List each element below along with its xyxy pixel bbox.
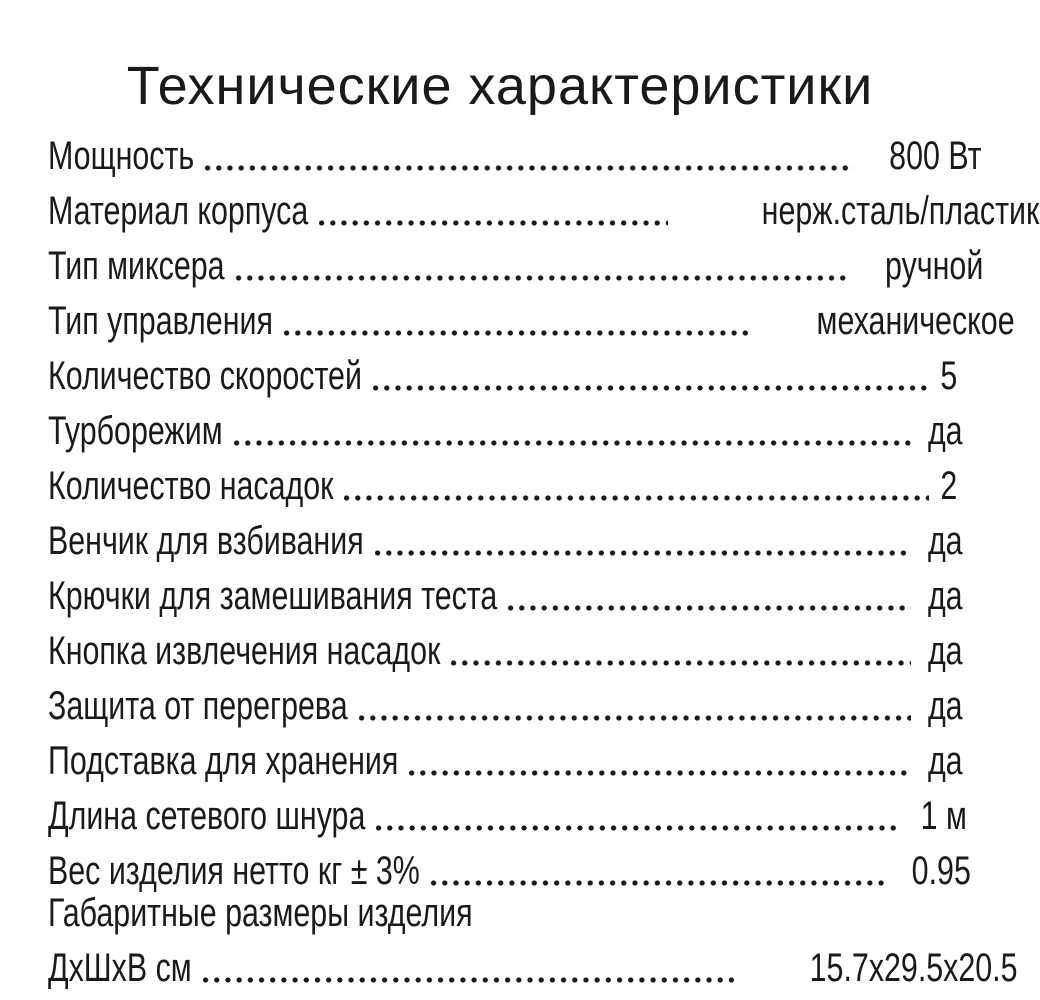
spec-value: 1 м	[920, 794, 967, 838]
spec-row-body-material	[48, 183, 1040, 239]
spec-row-whisk	[48, 513, 963, 569]
dot-leader	[281, 329, 748, 337]
spec-label: Венчик для взбивания	[48, 519, 364, 563]
dot-leader	[341, 494, 929, 502]
spec-value: ручной	[884, 244, 984, 288]
spec-value: 800 Вт	[888, 134, 982, 178]
spec-label: Кнопка извлечения насадок	[48, 629, 441, 673]
spec-row-control-type	[48, 293, 1015, 349]
spec-label: Защита от перегрева	[48, 684, 348, 728]
spec-label: Подставка для хранения	[48, 739, 399, 783]
spec-row-eject-button	[48, 623, 963, 679]
spec-label: Вес изделия нетто кг ± 3%	[48, 849, 420, 893]
spec-label: Крючки для замешивания теста	[48, 574, 498, 618]
spec-label: Габаритные размеры изделия	[48, 891, 473, 935]
dot-leader	[505, 604, 911, 612]
spec-value: 15.7x29.5x20.5	[809, 946, 1018, 990]
spec-value: 0.95	[911, 849, 971, 893]
spec-row-dimensions-heading	[48, 885, 952, 941]
spec-label: ДхШхВ см	[48, 946, 192, 990]
dot-leader	[200, 976, 738, 984]
spec-row-mixer-type	[48, 238, 984, 294]
spec-value: 5	[940, 354, 958, 398]
spec-row-storage-stand	[48, 733, 963, 789]
spec-label: Тип миксера	[48, 244, 225, 288]
spec-label: Турборежим	[48, 409, 223, 453]
spec-label: Длина сетевого шнура	[48, 794, 366, 838]
dot-leader	[448, 659, 911, 667]
spec-value: да	[928, 629, 963, 673]
spec-row-speeds	[48, 348, 958, 404]
dot-leader	[316, 219, 668, 227]
spec-row-dough-hooks	[48, 568, 963, 624]
spec-label: Материал корпуса	[48, 189, 309, 233]
dot-leader	[202, 164, 853, 172]
dot-leader	[373, 824, 899, 832]
spec-label: Мощность	[48, 134, 195, 178]
spec-value: 2	[940, 464, 958, 508]
spec-value: да	[928, 409, 963, 453]
page-title: Технические характеристики	[126, 56, 874, 116]
spec-row-cord-length	[48, 788, 967, 844]
spec-value: нерж.сталь/пластик	[762, 189, 1040, 233]
dot-leader	[356, 714, 912, 722]
spec-label: Тип управления	[48, 299, 273, 343]
spec-value: да	[928, 739, 963, 783]
dot-leader	[406, 769, 911, 777]
spec-value: да	[928, 684, 963, 728]
spec-label: Количество скоростей	[48, 354, 362, 398]
spec-row-attachments-count	[48, 458, 958, 514]
spec-value: да	[928, 519, 963, 563]
dot-leader	[233, 274, 848, 282]
dot-leader	[372, 549, 912, 557]
spec-row-dimensions	[48, 940, 1018, 996]
dot-leader	[370, 384, 929, 392]
spec-value: да	[928, 574, 963, 618]
spec-label: Количество насадок	[48, 464, 334, 508]
spec-row-turbo	[48, 403, 963, 459]
dot-leader	[231, 439, 912, 447]
spec-row-power	[48, 128, 982, 184]
spec-value: механическое	[816, 299, 1015, 343]
spec-row-overheat-protection	[48, 678, 963, 734]
